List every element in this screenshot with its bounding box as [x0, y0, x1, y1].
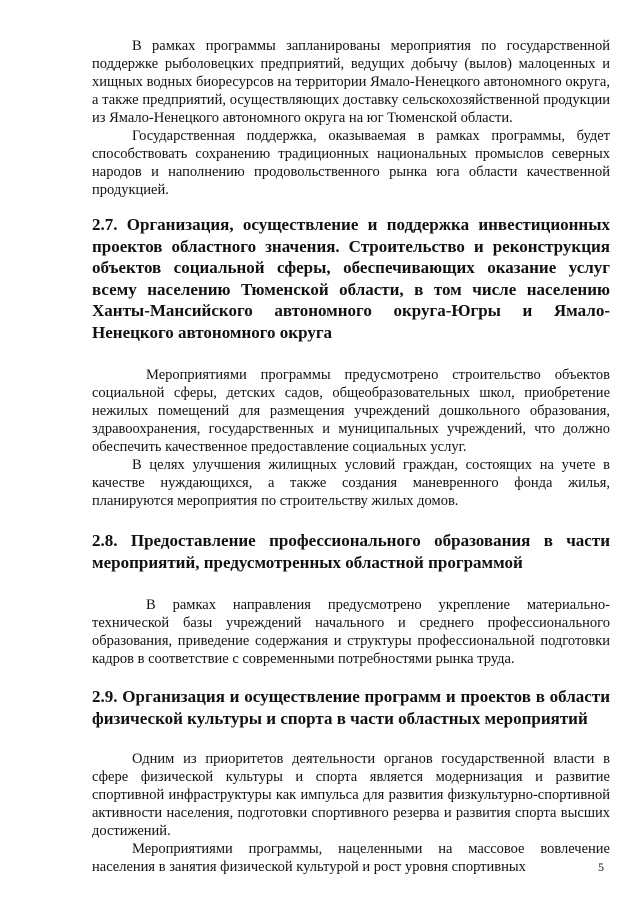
section-2-8-paragraph-1: В рамках направления предусмотрено укрепление материально-технической базы учреждений начального и среднего профессионального образования, приведение содержания и структуры профессиональной подготовки кадров в соответствие с современными потребностями рынка труда.	[92, 597, 610, 667]
section-2-7-paragraph-2: В целях улучшения жилищных условий граждан, состоящих на учете в качестве нуждающихся, а также создания маневренного фонда жилья, планируются мероприятия по строительству жилых домов.	[92, 457, 610, 509]
section-2-9-paragraph-2: Мероприятиями программы, нацеленными на массовое вовлечение населения в занятия физической культурой и рост уровня спортивных	[92, 841, 610, 875]
page-number: 5	[598, 860, 604, 874]
intro-paragraph-1: В рамках программы запланированы мероприятия по государственной поддержке рыболовецких предприятий, ведущих добычу (вылов) малоценных и хищных водных биоресурсов на территории Ямало-Ненецкого автономного округа, а также предприятий, осуществляющих доставку сельскохозяйственной продукции из Ямало-Ненецкого автономного округа на юг Тюменской области.	[92, 38, 610, 126]
document-page	[92, 37, 610, 876]
section-heading-2-7: 2.7. Организация, осуществление и поддержка инвестиционных проектов областного значения. Строительство и реконструкция объектов социальной сферы, обеспечивающих оказание услуг всему населению Тюменской области, в том числе населению Ханты-Мансийского автономного округа-Югры и Ямало-Ненецкого автономного округа	[92, 215, 610, 342]
intro-paragraph-2: Государственная поддержка, оказываемая в рамках программы, будет способствовать сохранению традиционных национальных промыслов северных народов и наполнению продовольственного рынка юга области качественной продукцией.	[92, 128, 610, 198]
section-2-7-paragraph-1: Мероприятиями программы предусмотрено строительство объектов социальной сферы, детских садов, общеобразовательных школ, приобретение нежилых помещений для размещения учреждений дошкольного образования, здравоохранения, государственных и муниципальных учреждений, что должно обеспечить качественное предоставление социальных услуг.	[92, 367, 610, 455]
section-heading-2-9: 2.9. Организация и осуществление программ и проектов в области физической культуры и спорта в части областных мероприятий	[92, 687, 610, 728]
section-heading-2-8: 2.8. Предоставление профессионального образования в части мероприятий, предусмотренных областной программой	[92, 531, 610, 572]
section-2-9-paragraph-1: Одним из приоритетов деятельности органов государственной власти в сфере физической культуры и спорта является модернизация и развитие спортивной инфраструктуры как импульса для развития физкультурно-спортивной активности населения, подготовки спортивного резерва и развития спорта высших достижений.	[92, 751, 610, 839]
